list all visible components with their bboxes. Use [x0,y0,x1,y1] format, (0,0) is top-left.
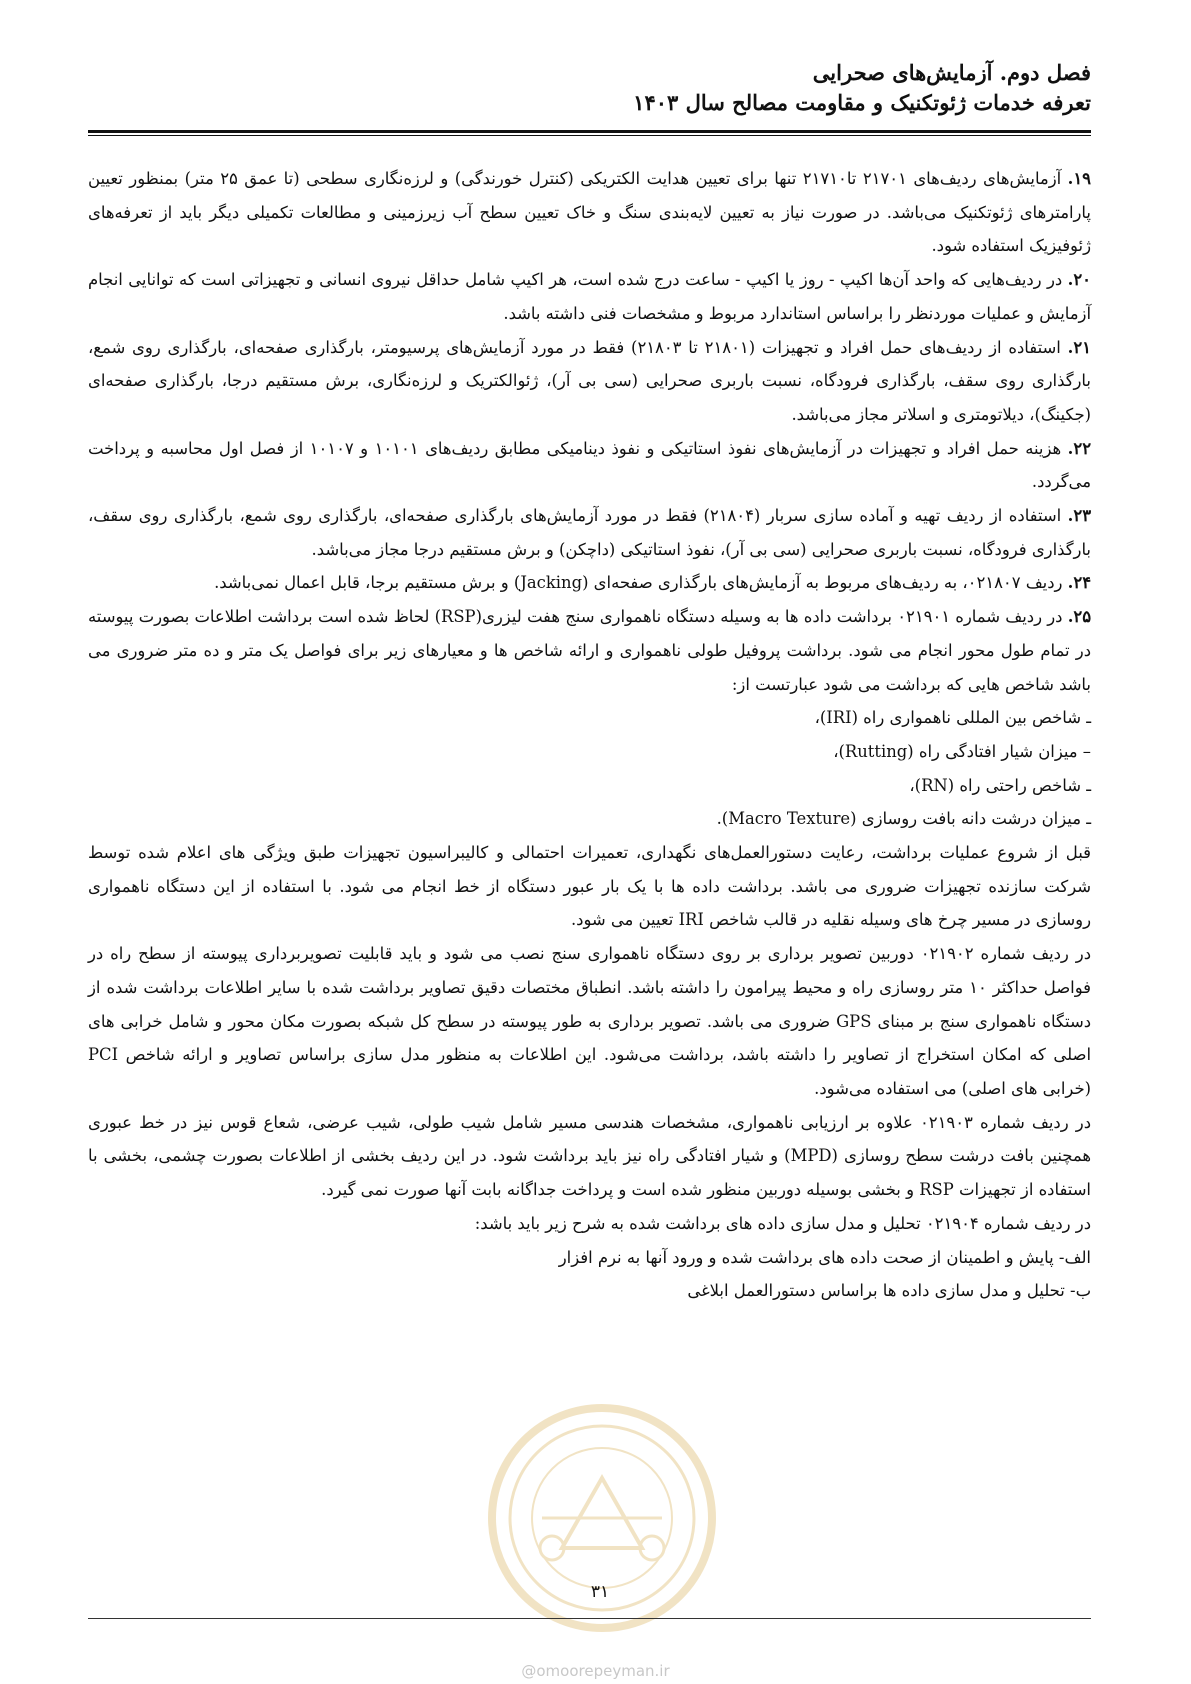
list-item: ب- تحلیل و مدل سازی داده ها براساس دستورالعمل ابلاغی [687,1281,1091,1301]
paragraph-25 [88,600,1091,701]
list-item: ـ شاخص راحتی راه (RN)، [909,775,1091,795]
footer-divider [88,1618,1091,1619]
header-divider-thick [88,130,1091,133]
paragraph-text: استفاده از ردیف‌های حمل افراد و تجهیزات (۲۱۸۰۱ تا ۲۱۸۰۳) فقط در مورد آزمایش‌های پرسیومتر، بارگذاری صفحه‌ای، بارگذاری روی شمع، بارگذاری روی سقف، بارگذاری فرودگاه، نسبت باربری صحرایی (سی بی آر)، ژئوالکتریک و لرزه‌نگاری، برش مستقیم درجا، بارگذاری صفحه‌ای (جکینگ)، دیلاتومتری و اسلاتر مجاز می‌باشد. [88,337,1091,424]
paragraph-021903: در ردیف شماره ۰۲۱۹۰۳ علاوه بر ارزیابی ناهمواری، مشخصات هندسی مسیر شامل شیب طولی، شیب عرضی، شعاع قوس نیز در خط عبوری همچنین بافت درشت سطح روسازی (MPD) و شیار افتادگی راه نیز باید برداشت شود. در این ردیف بخشی از اطلاعات بصورت چشمی، بخشی با استفاده از تجهیزات RSP و بخشی بوسیله دوربین منظور شده است و پرداخت جداگانه بابت آنها صورت نمی گیرد. [88,1112,1092,1200]
paragraph-22 [88,432,1091,499]
header-divider-thin [88,135,1091,136]
paragraph-text: آزمایش‌های ردیف‌های ۲۱۷۰۱ تا۲۱۷۱۰ تنها برای تعیین هدایت الکتریکی (کنترل خورندگی) و لرزه‌نگاری سطحی (تا عمق ۲۵ متر) بمنظور تعیین پارامترهای ژئوتکنیک می‌باشد. در صورت نیاز به تعیین لایه‌بندی سنگ و خاک تعیین سطح آب زیرزمینی و مطالعات تکمیلی دیگر باید از تعرفه‌های ژئوفیزیک استفاده شود. [88,169,1091,256]
list-item: – میزان شیار افتادگی راه (Rutting)، [833,741,1091,761]
item-number: ۲۰. [1067,270,1091,290]
paragraph-calibration: قبل از شروع عملیات برداشت، رعایت دستورالعمل‌های نگهداری، تعمیرات احتمالی و کالیبراسیون تجهیزات طبق ویژگی های اعلام شده توسط شرکت سازنده تجهیزات ضروری می باشد. برداشت داده ها با یک بار عبور دستگاه از خط انجام می شود. با استفاده از این دستگاه ناهمواری روسازی در مسیر چرخ های وسیله نقلیه در قالب شاخص IRI تعیین می شود. [88,843,1091,930]
list-item: ـ میزان درشت دانه بافت روسازی (Macro Texture). [716,809,1091,829]
document-body [88,162,1091,1308]
paragraph-24 [88,566,1091,600]
item-number: ۲۲. [1067,438,1091,458]
chapter-title: فصل دوم. آزمایش‌های صحرایی [812,60,1091,85]
paragraph-021904: در ردیف شماره ۰۲۱۹۰۴ تحلیل و مدل سازی داده های برداشت شده به شرح زیر باید باشد: [474,1213,1091,1233]
paragraph-text: استفاده از ردیف تهیه و آماده سازی سربار (۲۱۸۰۴) فقط در مورد آزمایش‌های بارگذاری صفحه‌ای، بارگذاری روی شمع، بارگذاری روی سقف، بارگذاری فرودگاه، نسبت باربری صحرایی (سی بی آر)، نفوذ استاتیکی (داچکن) و برش مستقیم درجا مجاز می‌باشد. [88,506,1091,559]
paragraph-021902: در ردیف شماره ۰۲۱۹۰۲ دوربین تصویر برداری بر روی دستگاه ناهمواری سنج نصب می شود و باید قابلیت تصویربرداری پیوسته از سطح راه در فواصل حداکثر ۱۰ متر روسازی راه و محیط پیرامون را داشته باشد. انطباق مختصات دقیق تصاویر برداشت شده با سایر اطلاعات برداشت شده از دستگاه ناهمواری سنج بر مبنای GPS ضروری می باشد. تصویر برداری به طور پیوسته در سطح کل شبکه بصورت مکان محور و شامل خرابی های اصلی که امکان استخراج از تصاویر را داشته باشد، برداشت می‌شود. این اطلاعات به منظور مدل سازی براساس تصاویر و ارائه شاخص PCI (خرابی های اصلی) می استفاده می‌شود. [88,944,1091,1098]
item-number: ۲۳. [1067,506,1091,526]
paragraph-text: هزینه حمل افراد و تجهیزات در آزمایش‌های نفوذ استاتیکی و نفوذ دینامیکی مطابق ردیف‌های ۱۰۱۰۱ و ۱۰۱۰۷ از فصل اول محاسبه و پرداخت می‌گردد. [88,438,1091,492]
document-title: تعرفه خدمات ژئوتکنیک و مقاومت مصالح سال ۱۴۰۳ [633,90,1091,115]
page-header [88,58,1091,118]
paragraph-20 [88,263,1091,330]
seal-watermark-icon [482,1398,722,1638]
page-number: ۳۱ [590,1582,610,1602]
paragraph-23 [88,499,1091,566]
paragraph-text: ردیف ۰۲۱۸۰۷، به ردیف‌های مربوط به آزمایش‌های بارگذاری صفحه‌ای (Jacking) و برش مستقیم برجا، قابل اعمال نمی‌باشد. [214,573,1063,593]
item-number: ۱۹. [1067,169,1091,188]
footer-url: @omoorepeyman.ir [521,1662,670,1680]
paragraph-text: در ردیف‌هایی که واحد آن‌ها اکیپ - روز یا اکیپ - ساعت درج شده است، هر اکیپ شامل حداقل نیروی انسانی و تجهیزاتی است که توانایی انجام آزمایش و عملیات موردنظر را براساس استاندارد مربوط و مشخصات فنی داشته باشد. [88,270,1091,323]
list-item: الف- پایش و اطمینان از صحت داده های برداشت شده و ورود آنها به نرم افزار [558,1247,1091,1267]
paragraph-19 [88,162,1091,263]
item-number: ۲۴. [1067,573,1091,593]
paragraph-21 [88,331,1091,432]
item-number: ۲۵. [1067,607,1092,627]
item-number: ۲۱. [1067,337,1091,357]
paragraph-text: در ردیف شماره ۰۲۱۹۰۱ برداشت داده ها به وسیله دستگاه ناهمواری سنج هفت لیزری(RSP) لحاظ شده است برداشت اطلاعات بصورت پیوسته در تمام طول محور انجام می شود. برداشت پروفیل طولی ناهمواری و ارائه شاخص ها و معیارهای زیر برای فواصل یک متر و ده متر ضروری می باشد شاخص هایی که برداشت می شود عبارتست از: [88,607,1091,694]
list-item: ـ شاخص بین المللی ناهمواری راه (IRI)، [814,708,1091,728]
